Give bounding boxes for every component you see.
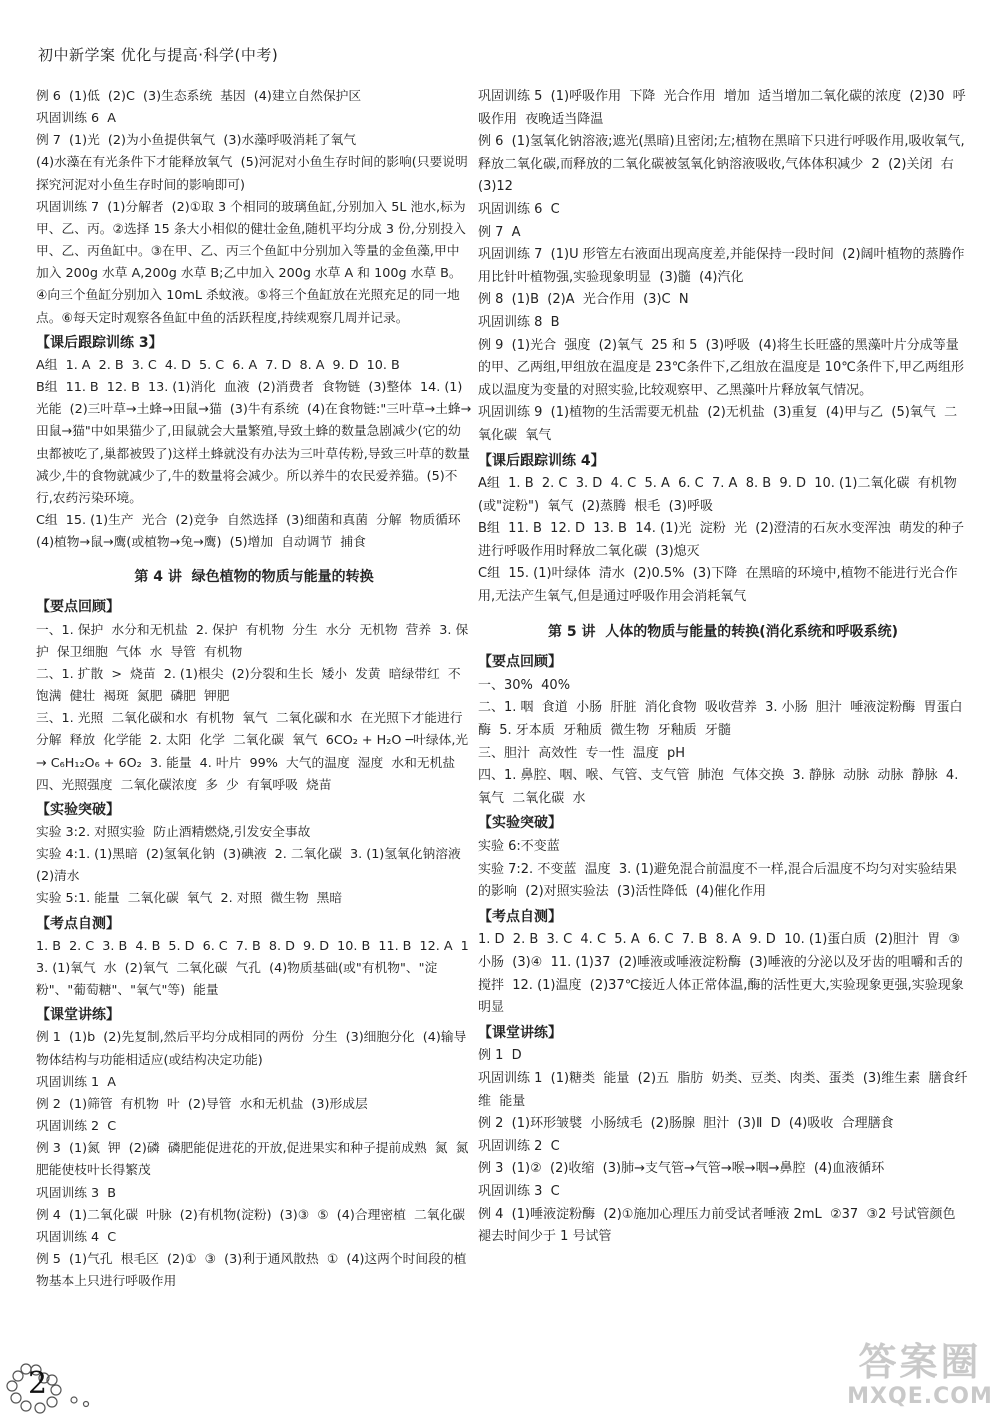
- answer-line: 1. B 2. C 3. B 4. B 5. D 6. C 7. B 8. D 9. D 10. B 11. B 12. A 13. (1)氧气 水 (2)氧气 二氧化碳 气孔 (4)物质基础(或"有机物"、"淀粉"、"葡萄糖"、"氧气"等) 能量: [36, 938, 469, 999]
- section-heading: 【考点自测】: [36, 915, 120, 932]
- section-heading: 【实验突破】: [36, 801, 120, 818]
- answer-line: 例 7 A: [478, 224, 521, 240]
- answer-line: 实验 3:2. 对照实验 防止酒精燃烧,引发安全事故: [36, 825, 311, 840]
- answer-line: 巩固训练 5 (1)呼吸作用 下降 光合作用 增加 适当增加二氧化碳的浓度 (2)30 呼吸作用 夜晚适当降温: [478, 89, 966, 127]
- answer-line: C组 15. (1)叶绿体 清水 (2)0.5% (3)下降 在黑暗的环境中,植物不能进行光合作用,无法产生氧气,但是通过呼吸作用会消耗氧气: [478, 566, 958, 605]
- answer-line: 二、1. 扩散 > 烧苗 2. (1)根尖 (2)分裂和生长 矮小 发黄 暗绿带红 不饱满 健壮 褐斑 氮肥 磷肥 钾肥: [36, 666, 461, 705]
- answer-line: 实验 5:1. 能量 二氧化碳 氧气 2. 对照 微生物 黑暗: [36, 891, 343, 907]
- answer-line: 例 3 (1)② (2)收缩 (3)肺→支气管→气管→喉→咽→鼻腔 (4)血液循环: [478, 1161, 885, 1177]
- answer-line: 巩固训练 7 (1)U 形管左右液面出现高度差,并能保持一段时间 (2)阔叶植物的蒸腾作用比针叶植物强,实验现象明显 (3)髓 (4)汽化: [478, 247, 965, 285]
- answer-line: 三、胆汁 高效性 专一性 温度 pH: [478, 745, 686, 761]
- answer-line: 巩固训练 2 C: [478, 1138, 560, 1154]
- section-heading: 【课堂讲练】: [478, 1024, 562, 1041]
- section-heading: 【课后跟踪训练 3】: [36, 334, 163, 351]
- answer-line: 二、1. 咽 食道 小肠 肝脏 消化食物 吸收营养 3. 小肠 胆汁 唾液淀粉酶 胃蛋白酶 5. 牙本质 牙釉质 微生物 牙釉质 牙髓: [478, 700, 963, 739]
- answer-line: 一、30% 40%: [478, 677, 571, 693]
- answer-line: 例 9 (1)光合 强度 (2)氧气 25 和 5 (3)呼吸 (4)将生长旺盛的黑藻叶片分成等量的甲、乙两组,甲组放在温度是 23℃条件下,乙组放在温度是 10℃条件下,甲乙两组形成以温度为变量的对照实验,比较观察甲、乙黑藻叶片释放氧气情况。: [478, 337, 964, 398]
- right-column: [478, 86, 968, 1249]
- answer-line: 四、1. 鼻腔、咽、喉、气管、支气管 肺泡 气体交换 3. 静脉 动脉 动脉 静脉 4. 氧气 二氧化碳 水: [478, 768, 963, 806]
- answer-line: 巩固训练 3 C: [478, 1183, 560, 1199]
- section-heading: 【课堂讲练】: [36, 1007, 120, 1024]
- left-column: [36, 86, 475, 1293]
- answer-line: 巩固训练 9 (1)植物的生活需要无机盐 (2)无机盐 (3)重复 (4)甲与乙 (5)氧气 二氧化碳 氧气: [478, 405, 958, 443]
- answer-line: 例 4 (1)唾液淀粉酶 (2)①施加心理压力前受试者唾液 2mL ②37 ③2 号试管颜色褪去时间少于 1 号试管: [478, 1206, 956, 1245]
- section-heading: 【要点回顾】: [36, 599, 120, 616]
- answer-line: 巩固训练 6 A: [36, 111, 116, 127]
- answer-line: 例 5 (1)气孔 根毛区 (2)① ③ (3)利于通风散热 ① (4)这两个时间段的植物基本上只进行呼吸作用: [36, 1251, 467, 1290]
- answer-line: 实验 7:2. 不变蓝 温度 3. (1)避免混合前温度不一样,混合后温度不均匀对实验结果的影响 (2)对照实验法 (3)活性降低 (4)催化作用: [478, 861, 957, 900]
- answer-line: C组 15. (1)生产 光合 (2)竞争 自然选择 (3)细菌和真菌 分解 物质循环 (4)植物→鼠→鹰(或植物→兔→鹰) (5)增加 自动调节 捕食: [36, 512, 469, 551]
- answer-line: 巩固训练 8 B: [478, 314, 560, 330]
- flower-decoration-icon: [4, 1356, 114, 1418]
- answer-line: 1. D 2. B 3. C 4. C 5. A 6. C 7. B 8. A 9. D 10. (1)蛋白质 (2)胆汁 胃 ③ 小肠 (3)④ 11. (1)37 (2)唾液或唾液淀粉酶 (3)唾液的分泌以及牙齿的咀嚼和舌的搅拌 12. (1)温度 (2)37℃接近人体正常体温,酶的活性更大,实验现象更强,实验现象明显: [478, 932, 969, 1016]
- answer-line: 例 8 (1)B (2)A 光合作用 (3)C N: [478, 292, 689, 308]
- answer-line: 巩固训练 2 C: [36, 1119, 117, 1135]
- page-number: 2: [28, 1366, 48, 1401]
- answer-line: A组 1. B 2. C 3. D 4. C 5. A 6. C 7. A 8. B 9. D 10. (1)二氧化碳 有机物(或"淀粉") 氧气 (2)蒸腾 根毛 (3)呼吸: [478, 476, 957, 514]
- answer-line: 例 2 (1)环形皱襞 小肠绒毛 (2)肠腺 胆汁 (3)Ⅱ D (4)吸收 合理膳食: [478, 1116, 894, 1132]
- answer-line: 实验 6:不变蓝: [478, 839, 560, 854]
- answer-line: 实验 4:1. (1)黑暗 (2)氢氧化钠 (3)碘液 2. 二氧化碳 3. (1)氢氧化钠溶液 (2)清水: [36, 847, 469, 885]
- page-header: 初中新学案 优化与提高·科学(中考): [38, 46, 279, 64]
- answer-line: A组 1. A 2. B 3. C 4. D 5. C 6. A 7. D 8. A 9. D 10. B: [36, 357, 400, 373]
- answer-line: 例 3 (1)氮 钾 (2)磷 磷肥能促进花的开放,促进果实和种子提前成熟 氮 氮肥能使枝叶长得繁茂: [36, 1141, 469, 1179]
- answer-line: 四、光照强度 二氧化碳浓度 多 少 有氧呼吸 烧苗: [36, 777, 332, 793]
- answer-line: 巩固训练 7 (1)分解者 (2)①取 3 个相同的玻璃鱼缸,分别加入 5L 池水,标为甲、乙、丙。②选择 15 条大小相似的健壮金鱼,随机平均分成 3 份,分别投入甲、乙、丙鱼缸中。③在甲、乙、丙三个鱼缸中分别加入等量的金鱼藻,甲中加入 200g 水草 A,200g 水草 B;乙中加入 200g 水草 A 和 100g 水草 B。④向三个鱼缸分别加入 10mL 杀蚊液。⑤将三个鱼缸放在光照充足的同一地点。⑥每天定时观察各鱼缸中鱼的活跃程度,持续观察几周并记录。: [36, 199, 466, 326]
- answer-line: 一、1. 保护 水分和无机盐 2. 保护 有机物 分生 水分 无机物 营养 3. 保护 保卫细胞 气体 水 导管 有机物: [36, 622, 469, 660]
- answer-line: 例 7 (1)光 (2)为小鱼提供氧气 (3)水藻呼吸消耗了氧气: [36, 133, 357, 149]
- answer-line: 例 1 D: [478, 1048, 522, 1064]
- answer-line: 巩固训练 3 B: [36, 1185, 117, 1201]
- answer-line: 三、1. 光照 二氧化碳和水 有机物 氧气 二氧化碳和水 在光照下才能进行 分解 释放 化学能 2. 太阳 化学 二氧化碳 氧气 6CO₂ + H₂O ─叶绿体,光→ C₆H₁₂O₆ + 6O₂ 3. 能量 4. 叶片 99% 大气的温度 湿度 水和无机盐: [36, 711, 471, 771]
- section-heading: 【课后跟踪训练 4】: [478, 452, 605, 469]
- answer-line: 例 4 (1)二氧化碳 叶脉 (2)有机物(淀粉) (3)③ ⑤ (4)合理密植 二氧化碳: [36, 1207, 465, 1223]
- section-heading: 【考点自测】: [478, 908, 562, 925]
- answer-line: (4)水藻在有光条件下才能释放氧气 (5)河泥对小鱼生存时间的影响(只要说明探究河泥对小鱼生存时间的影响即可): [36, 155, 468, 193]
- answer-line: 巩固训练 6 C: [478, 201, 560, 217]
- section-heading: 【实验突破】: [478, 815, 562, 832]
- answer-line: 例 6 (1)氢氧化钠溶液;遮光(黑暗)且密闭;左;植物在黑暗下只进行呼吸作用,吸收氧气,释放二氧化碳,而释放的二氧化碳被氢氧化钠溶液吸收,气体体积减少 2 (2)关闭 右 (3)12: [478, 134, 965, 195]
- section-heading: 【要点回顾】: [478, 654, 562, 671]
- answer-line: 例 6 (1)低 (2)C (3)生态系统 基因 (4)建立自然保护区: [36, 89, 362, 104]
- answer-line: B组 11. B 12. D 13. B 14. (1)光 淀粉 光 (2)澄清的石灰水变浑浊 萌发的种子进行呼吸作用时释放二氧化碳 (3)熄灭: [478, 521, 964, 559]
- watermark-logo: [845, 1340, 995, 1420]
- answer-line: 巩固训练 4 C: [36, 1229, 117, 1245]
- watermark-bottom: MXQE.COM: [847, 1384, 993, 1409]
- answer-line: 例 2 (1)筛管 有机物 叶 (2)导管 水和无机盐 (3)形成层: [36, 1096, 368, 1112]
- lecture-title: 第 4 讲 绿色植物的物质与能量的转换: [134, 569, 374, 586]
- answer-line: B组 11. B 12. B 13. (1)消化 血液 (2)消费者 食物链 (3)整体 14. (1)光能 (2)三叶草→土蜂→田鼠→猫 (3)牛有系统 (4)在食物链:"三叶草→土蜂→田鼠→猫"中如果猫少了,田鼠就会大量繁殖,导致土蜂的数量急剧减少(它的幼虫都被吃了,巢都被毁了)这样土蜂就没有办法为三叶草传粉,导致三叶草的数量减少,牛的食物就减少了,牛的数量将会减少。所以养牛的农民爱养猫。(5)不行,农药污染环境。: [36, 380, 472, 506]
- watermark-top: 答案圈: [858, 1340, 982, 1384]
- answer-line: 例 1 (1)b (2)先复制,然后平均分成相同的两份 分生 (3)细胞分化 (4)输导 物体结构与功能相适应(或结构决定功能): [36, 1030, 475, 1068]
- answer-line: 巩固训练 1 (1)糖类 能量 (2)五 脂肪 奶类、豆类、肉类、蛋类 (3)维生素 膳食纤维 能量: [478, 1070, 968, 1109]
- answer-line: 巩固训练 1 A: [36, 1074, 116, 1090]
- lecture-title: 第 5 讲 人体的物质与能量的转换(消化系统和呼吸系统): [547, 623, 899, 640]
